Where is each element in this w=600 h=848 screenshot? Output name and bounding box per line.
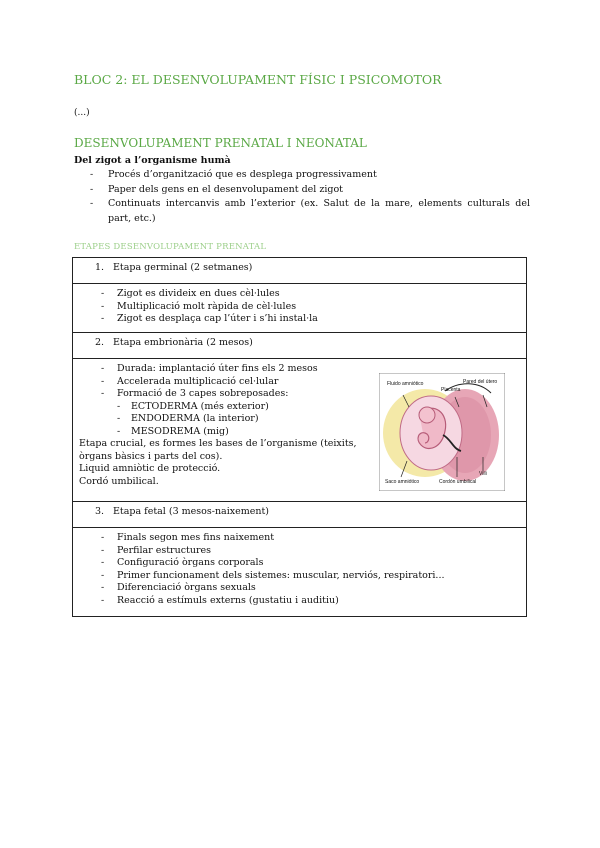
list-item: - Reacció a estímuls externs (gustatiu i auditiu)	[101, 595, 520, 608]
table-row	[73, 284, 527, 333]
table-row	[73, 258, 527, 284]
table-row	[73, 333, 527, 359]
embryo-illustration	[379, 373, 505, 491]
table-title: ETAPES DESENVOLUPAMENT PRENATAL	[74, 242, 267, 252]
stage-number: 2.	[95, 337, 105, 348]
stage-header	[73, 502, 527, 528]
stage-items	[79, 532, 520, 607]
list-item: - Primer funcionament dels sistemes: muscular, nerviós, respiratori...	[101, 570, 520, 583]
figure-label-cord: Cordón umbilical	[439, 479, 477, 485]
stage-items	[79, 288, 520, 326]
figure-label-sac: Saco amniótico	[385, 479, 420, 485]
list-item: - Formació de 3 capes sobreposades:	[101, 388, 520, 401]
list-item: - Zigot es desplaça cap l’úter i s’hi instal·la	[101, 313, 520, 326]
note-text: Liquid amniòtic de protecció.	[79, 463, 221, 474]
list-item: - ECTODERMA (més exterior)	[117, 401, 520, 414]
list-item: - Procés d’organització que es desplega progressivament	[90, 168, 530, 183]
list-item: - Configuració òrgans corporals	[101, 557, 520, 570]
stage-title: Etapa embrionària (2 mesos)	[113, 337, 253, 348]
stage-number: 3.	[95, 506, 105, 517]
ellipsis-text: (...)	[74, 108, 90, 118]
list-item: - Zigot es divideix en dues cèl·lules	[101, 288, 520, 301]
list-item: - ENDODERMA (la interior)	[117, 413, 520, 426]
figure-label-placenta: Placenta	[441, 387, 461, 393]
embryo-diagram	[379, 373, 505, 491]
list-item: - Diferenciació òrgans sexuals	[101, 582, 520, 595]
embryo-head	[419, 407, 435, 423]
intro-list	[90, 168, 530, 226]
list-item: - Accelerada multiplicació cel·lular	[101, 376, 520, 389]
document-title: BLOC 2: EL DESENVOLUPAMENT FÍSIC I PSICOMOTOR	[74, 72, 442, 87]
list-item: - Perfilar estructures	[101, 545, 520, 558]
table-row	[73, 359, 527, 502]
stage-title: Etapa fetal (3 mesos-naixement)	[113, 506, 270, 517]
subtitle: Del zigot a l’organisme humà	[74, 155, 231, 166]
section-title: DESENVOLUPAMENT PRENATAL I NEONATAL	[74, 136, 367, 150]
stage-content	[73, 359, 527, 502]
list-item: - Finals segon mes fins naixement	[101, 532, 520, 545]
stage-header	[73, 258, 527, 284]
stage-content	[73, 528, 527, 617]
figure-label-villi: Villi	[479, 471, 487, 477]
stage-number: 1.	[95, 262, 105, 273]
table-row	[73, 502, 527, 528]
stage-header	[73, 333, 527, 359]
note-text: Etapa crucial, es formes les bases de l’organisme (teixits, òrgans bàsics i parts del cos).	[79, 438, 357, 462]
list-item: - Continuats intercanvis amb l’exterior (ex. Salut de la mare, elements culturals del part, etc.)	[90, 197, 530, 226]
table-row	[73, 528, 527, 617]
stages-table	[72, 257, 527, 617]
list-item: - Durada: implantació úter fins els 2 mesos	[101, 363, 520, 376]
note-text: Cordó umbilical.	[79, 475, 159, 487]
figure-label-uterus: Pared del útero	[463, 379, 498, 385]
list-item: - Paper dels gens en el desenvolupament del zigot	[90, 183, 530, 198]
stage-title: Etapa germinal (2 setmanes)	[113, 262, 253, 273]
list-item: - MESODREMA (mig)	[117, 426, 520, 439]
stage-content	[73, 284, 527, 333]
figure-label-fluid: Fluido amniótico	[387, 381, 424, 387]
list-item: - Multiplicació molt ràpida de cèl·lules	[101, 301, 520, 314]
